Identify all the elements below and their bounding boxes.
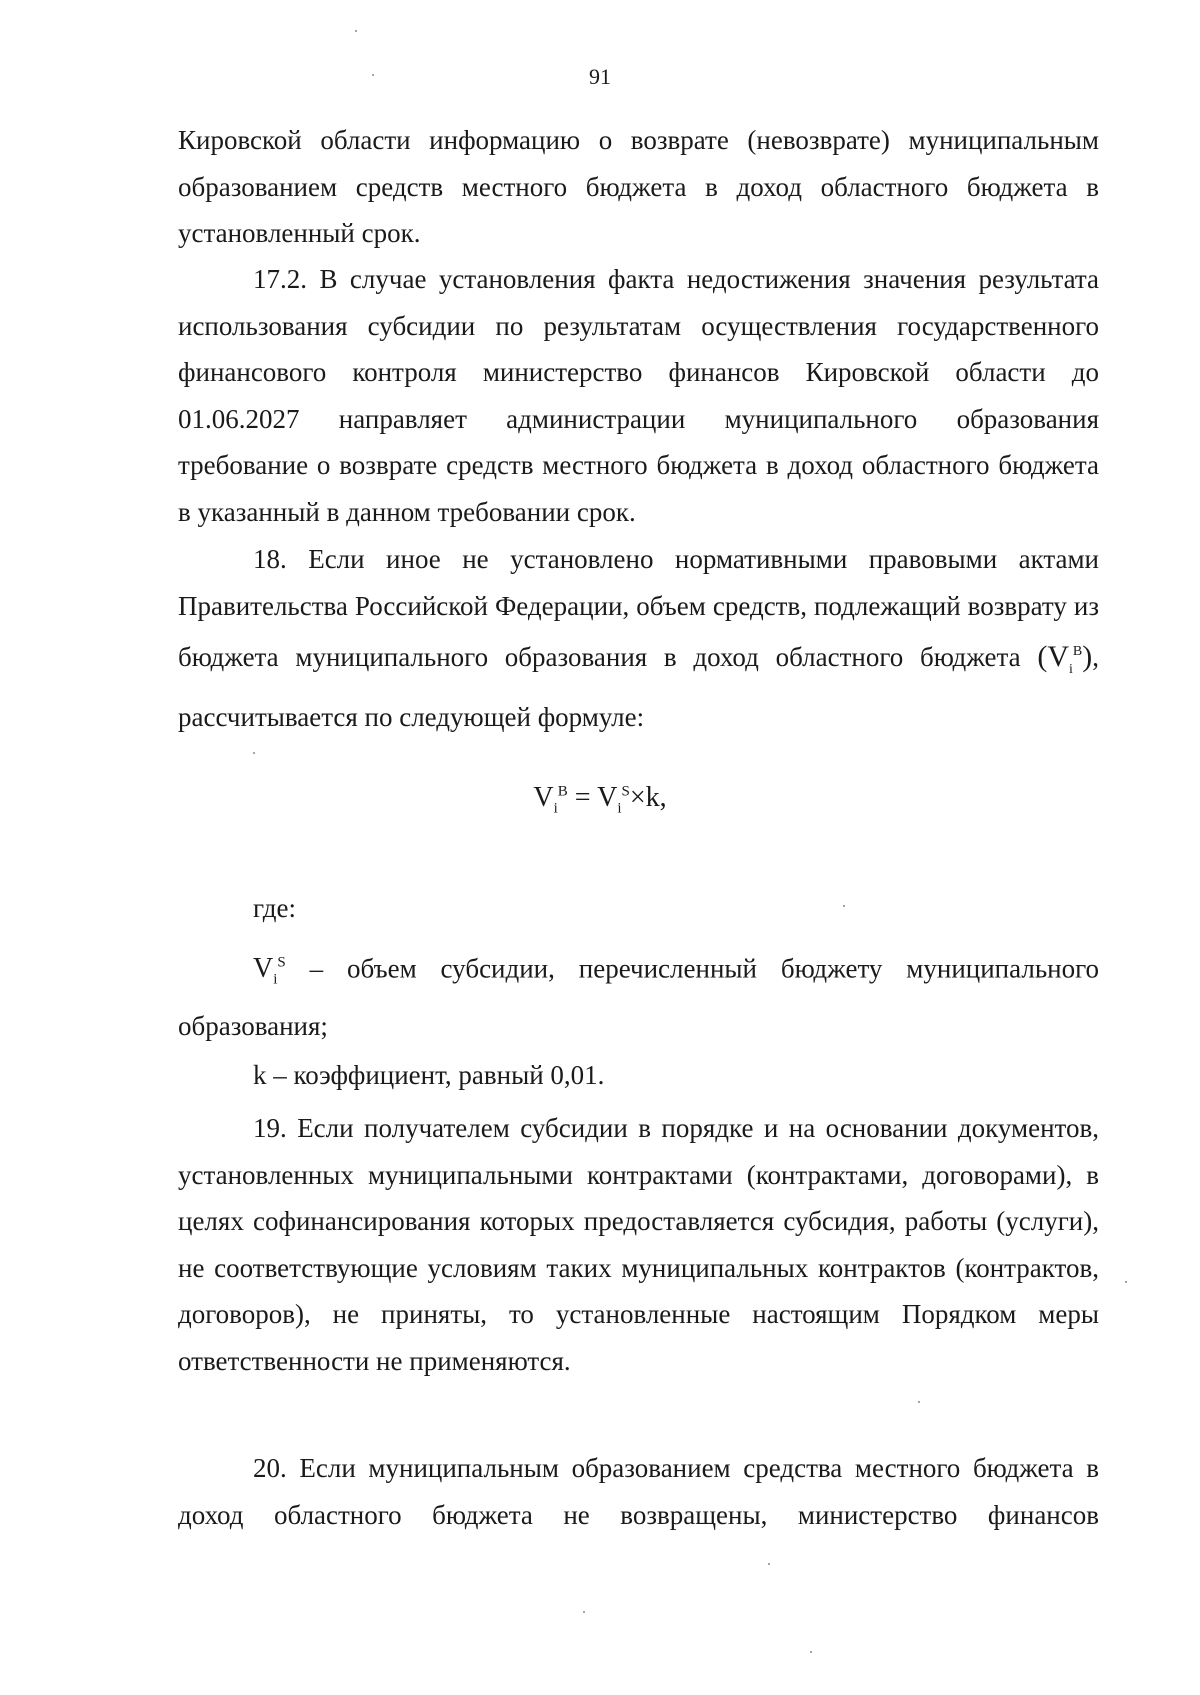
paragraph-text: 20. Если муниципальным образованием средства местного бюджета в доход областного бюджета не возвращены, министерство финансов: [178, 1453, 1099, 1530]
where-label: где:: [253, 893, 296, 923]
scan-speck: [583, 1611, 585, 1613]
paragraph-19: [178, 1105, 1099, 1384]
formula-rhs: $V_i^S$: [597, 782, 630, 817]
scan-speck: [843, 905, 845, 907]
paragraph-text-after: , рассчитывается по следующей формуле:: [178, 642, 1099, 732]
variable-definition-k: k – коэффициент, равный 0,01.: [253, 1060, 605, 1090]
formula-times: ×k,: [629, 782, 667, 813]
paragraph-17-2: [178, 256, 1099, 535]
scan-speck: [810, 1651, 812, 1653]
paragraph-text: Кировской области информацию о возврате (невозврате) муниципальным образованием средств местного бюджета в доход областного бюджета в установленный срок.: [178, 125, 1099, 248]
scan-speck: [768, 1563, 770, 1565]
paragraph-text-before: 18. Если иное не установлено нормативными правовыми актами Правительства Российской Федерации, объем средств, подлежащий возврату из бюджета муниципального образования в доход областного бюджета: [178, 544, 1099, 672]
formula: [0, 782, 1200, 818]
paragraph-continuation: [178, 117, 1099, 257]
paragraph-text: 19. Если получателем субсидии в порядке и на основании документов, установленных муниципальными контрактами (контрактами, договорами), в целях софинансирования которых предоставляется субсидия, работы (услуги), не соответствующие условиям таких муниципальных контрактов (контрактов, договоров), не приняты, то установленные настоящим Порядком меры ответственности не применяются.: [178, 1113, 1099, 1376]
inline-variable: $(V_i^B)$: [1037, 640, 1093, 677]
formula-equals: =: [567, 782, 598, 813]
paragraph-text: [178, 536, 1099, 740]
scan-speck: [355, 30, 357, 32]
definition-text: [178, 940, 1099, 1050]
paragraph-20: [178, 1445, 1099, 1538]
definition-variable: $V_i^S$: [253, 953, 286, 988]
scan-speck: [253, 752, 255, 754]
paragraph-text: 17.2. В случае установления факта недостижения значения результата использования субсидии по результатам осуществления государственного финансового контроля министерство финансов Кировской области до 01.06.2027 направляет администрации муниципального образования требование о возврате средств местного бюджета в доход областного бюджета в указанный в данном требовании срок.: [178, 264, 1099, 527]
scan-speck: [372, 74, 374, 76]
scan-speck: [1125, 1281, 1127, 1283]
scan-speck: [918, 1401, 920, 1403]
paragraph-18: [178, 536, 1099, 740]
variable-definition-vs: [178, 940, 1099, 1050]
definition-description: – объем субсидии, перечисленный бюджету муниципального образования;: [178, 953, 1099, 1042]
formula-lhs: $V_i^B$: [533, 782, 568, 817]
page-number: 91: [589, 64, 611, 89]
